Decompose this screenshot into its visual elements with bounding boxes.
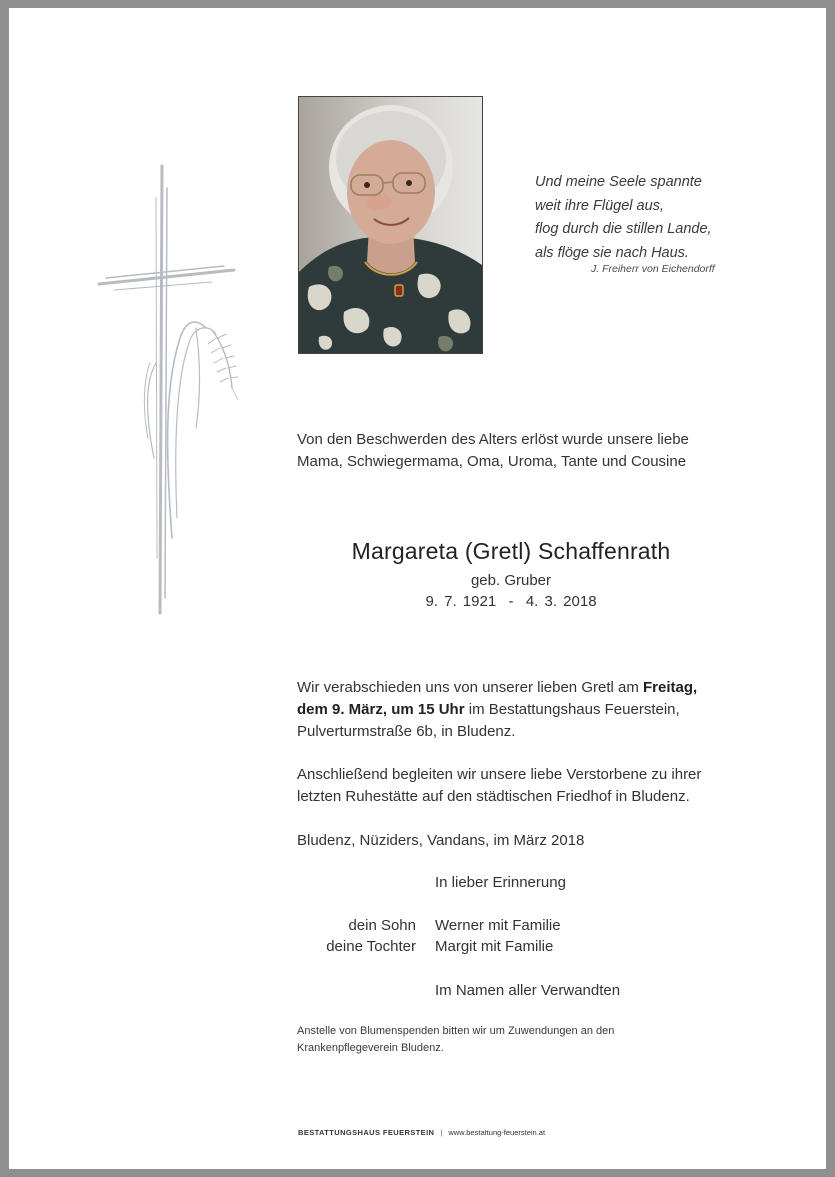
obituary-card (9, 8, 826, 1169)
intro-line: Mama, Schwiegermama, Oma, Uroma, Tante und Cousine (297, 453, 687, 470)
note-line: Krankenpflegeverein Bludenz. (297, 1042, 444, 1054)
footer-url[interactable]: www.bestattung-feuerstein.at (448, 1128, 546, 1137)
poem-author: J. Freiherr von Eichendorff (591, 263, 715, 275)
farewell-text: Wir verabschieden uns von unserer lieben Gretl am (297, 679, 643, 696)
farewell-paragraph (297, 677, 737, 743)
farewell-date-time: dem 9. März, um 15 Uhr (297, 701, 465, 718)
poem-line: weit ihre Flügel aus, (535, 197, 664, 214)
intro-text (297, 429, 737, 473)
footer (298, 1128, 545, 1137)
signer-son: Werner mit Familie (435, 917, 561, 934)
farewell-day: Freitag, (643, 679, 698, 696)
portrait-photo (298, 96, 483, 354)
poem-line: flog durch die stillen Lande, (535, 221, 712, 237)
poem-line: Und meine Seele spannte (535, 174, 702, 190)
footer-brand: BESTATTUNGSHAUS FEUERSTEIN (298, 1128, 435, 1137)
intro-line: Von den Beschwerden des Alters erlöst wurde unsere liebe (297, 431, 689, 448)
birth-name: geb. Gruber (470, 572, 552, 589)
life-dates: 9. 7. 1921 - 4. 3. 2018 (425, 593, 597, 610)
poem-line: als flöge sie nach Haus. (535, 244, 689, 261)
closing-text: Im Namen aller Verwandten (435, 982, 621, 999)
burial-paragraph (297, 764, 737, 808)
cross-wheat-ornament (84, 158, 254, 618)
farewell-text: im Bestattungshaus Feuerstein, (464, 701, 680, 718)
relation-daughter: deine Tochter (326, 938, 416, 955)
farewell-address: Pulverturmstraße 6b, in Bludenz. (297, 723, 516, 740)
footer-separator: | (440, 1128, 443, 1137)
deceased-name: Margareta (Gretl) Schaffenrath (351, 538, 671, 564)
burial-line: Anschließend begleiten wir unsere liebe Verstorbene zu ihrer (297, 766, 702, 783)
place-date: Bludenz, Nüziders, Vandans, im März 2018 (297, 832, 585, 849)
burial-line: letzten Ruhestätte auf den städtischen Friedhof in Bludenz. (297, 788, 690, 805)
relation-son: dein Sohn (348, 917, 416, 934)
donation-note (297, 1023, 717, 1057)
poem (535, 171, 795, 265)
signer-daughter: Margit mit Familie (435, 938, 554, 955)
note-line: Anstelle von Blumenspenden bitten wir um Zuwendungen an den (297, 1025, 615, 1037)
in-memory-text: In lieber Erinnerung (435, 874, 566, 891)
